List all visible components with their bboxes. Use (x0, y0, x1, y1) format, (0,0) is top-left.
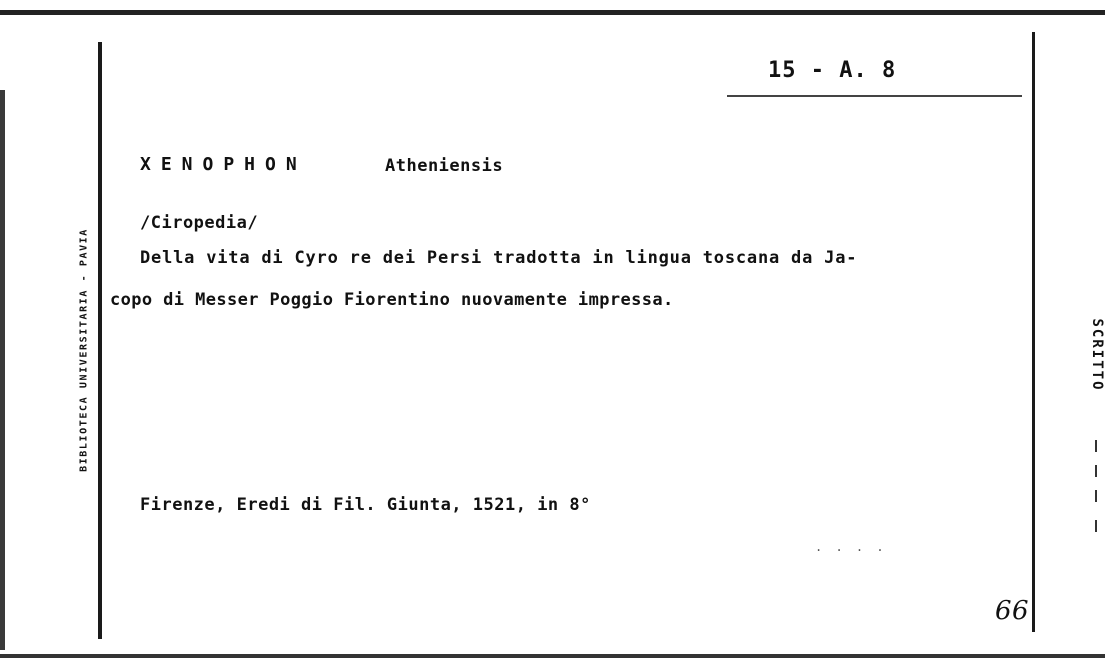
edge-dash (1095, 465, 1097, 477)
library-stamp: BIBLIOTECA UNIVERSITARIA - PAVIA (78, 228, 90, 472)
left-margin-rule (98, 42, 102, 639)
edge-dash (1095, 440, 1097, 452)
card-bottom-edge (0, 654, 1105, 658)
edge-dash (1095, 520, 1097, 532)
shelfmark: 15 - A. 8 (768, 58, 897, 83)
edge-text: SCRITTO (1089, 318, 1105, 392)
imprint: Firenze, Eredi di Fil. Giunta, 1521, in 8° (140, 495, 591, 515)
right-margin-rule (1032, 32, 1035, 632)
author-qualifier: Atheniensis (385, 156, 504, 176)
author-name: XENOPHON (140, 154, 307, 175)
title-line-2: copo di Messer Poggio Fiorentino nuovamente impressa. (110, 290, 674, 310)
uniform-title: /Ciropedia/ (140, 213, 259, 233)
card-top-edge (0, 10, 1105, 15)
title-line-1: Della vita di Cyro re dei Persi tradotta in lingua toscana da Ja- (140, 248, 858, 268)
handwritten-note: 66 (995, 596, 1030, 626)
edge-dash (1095, 490, 1097, 502)
dotted-mark: . . . . (815, 540, 887, 554)
card-left-edge (0, 90, 5, 650)
shelfmark-underline (727, 95, 1022, 97)
